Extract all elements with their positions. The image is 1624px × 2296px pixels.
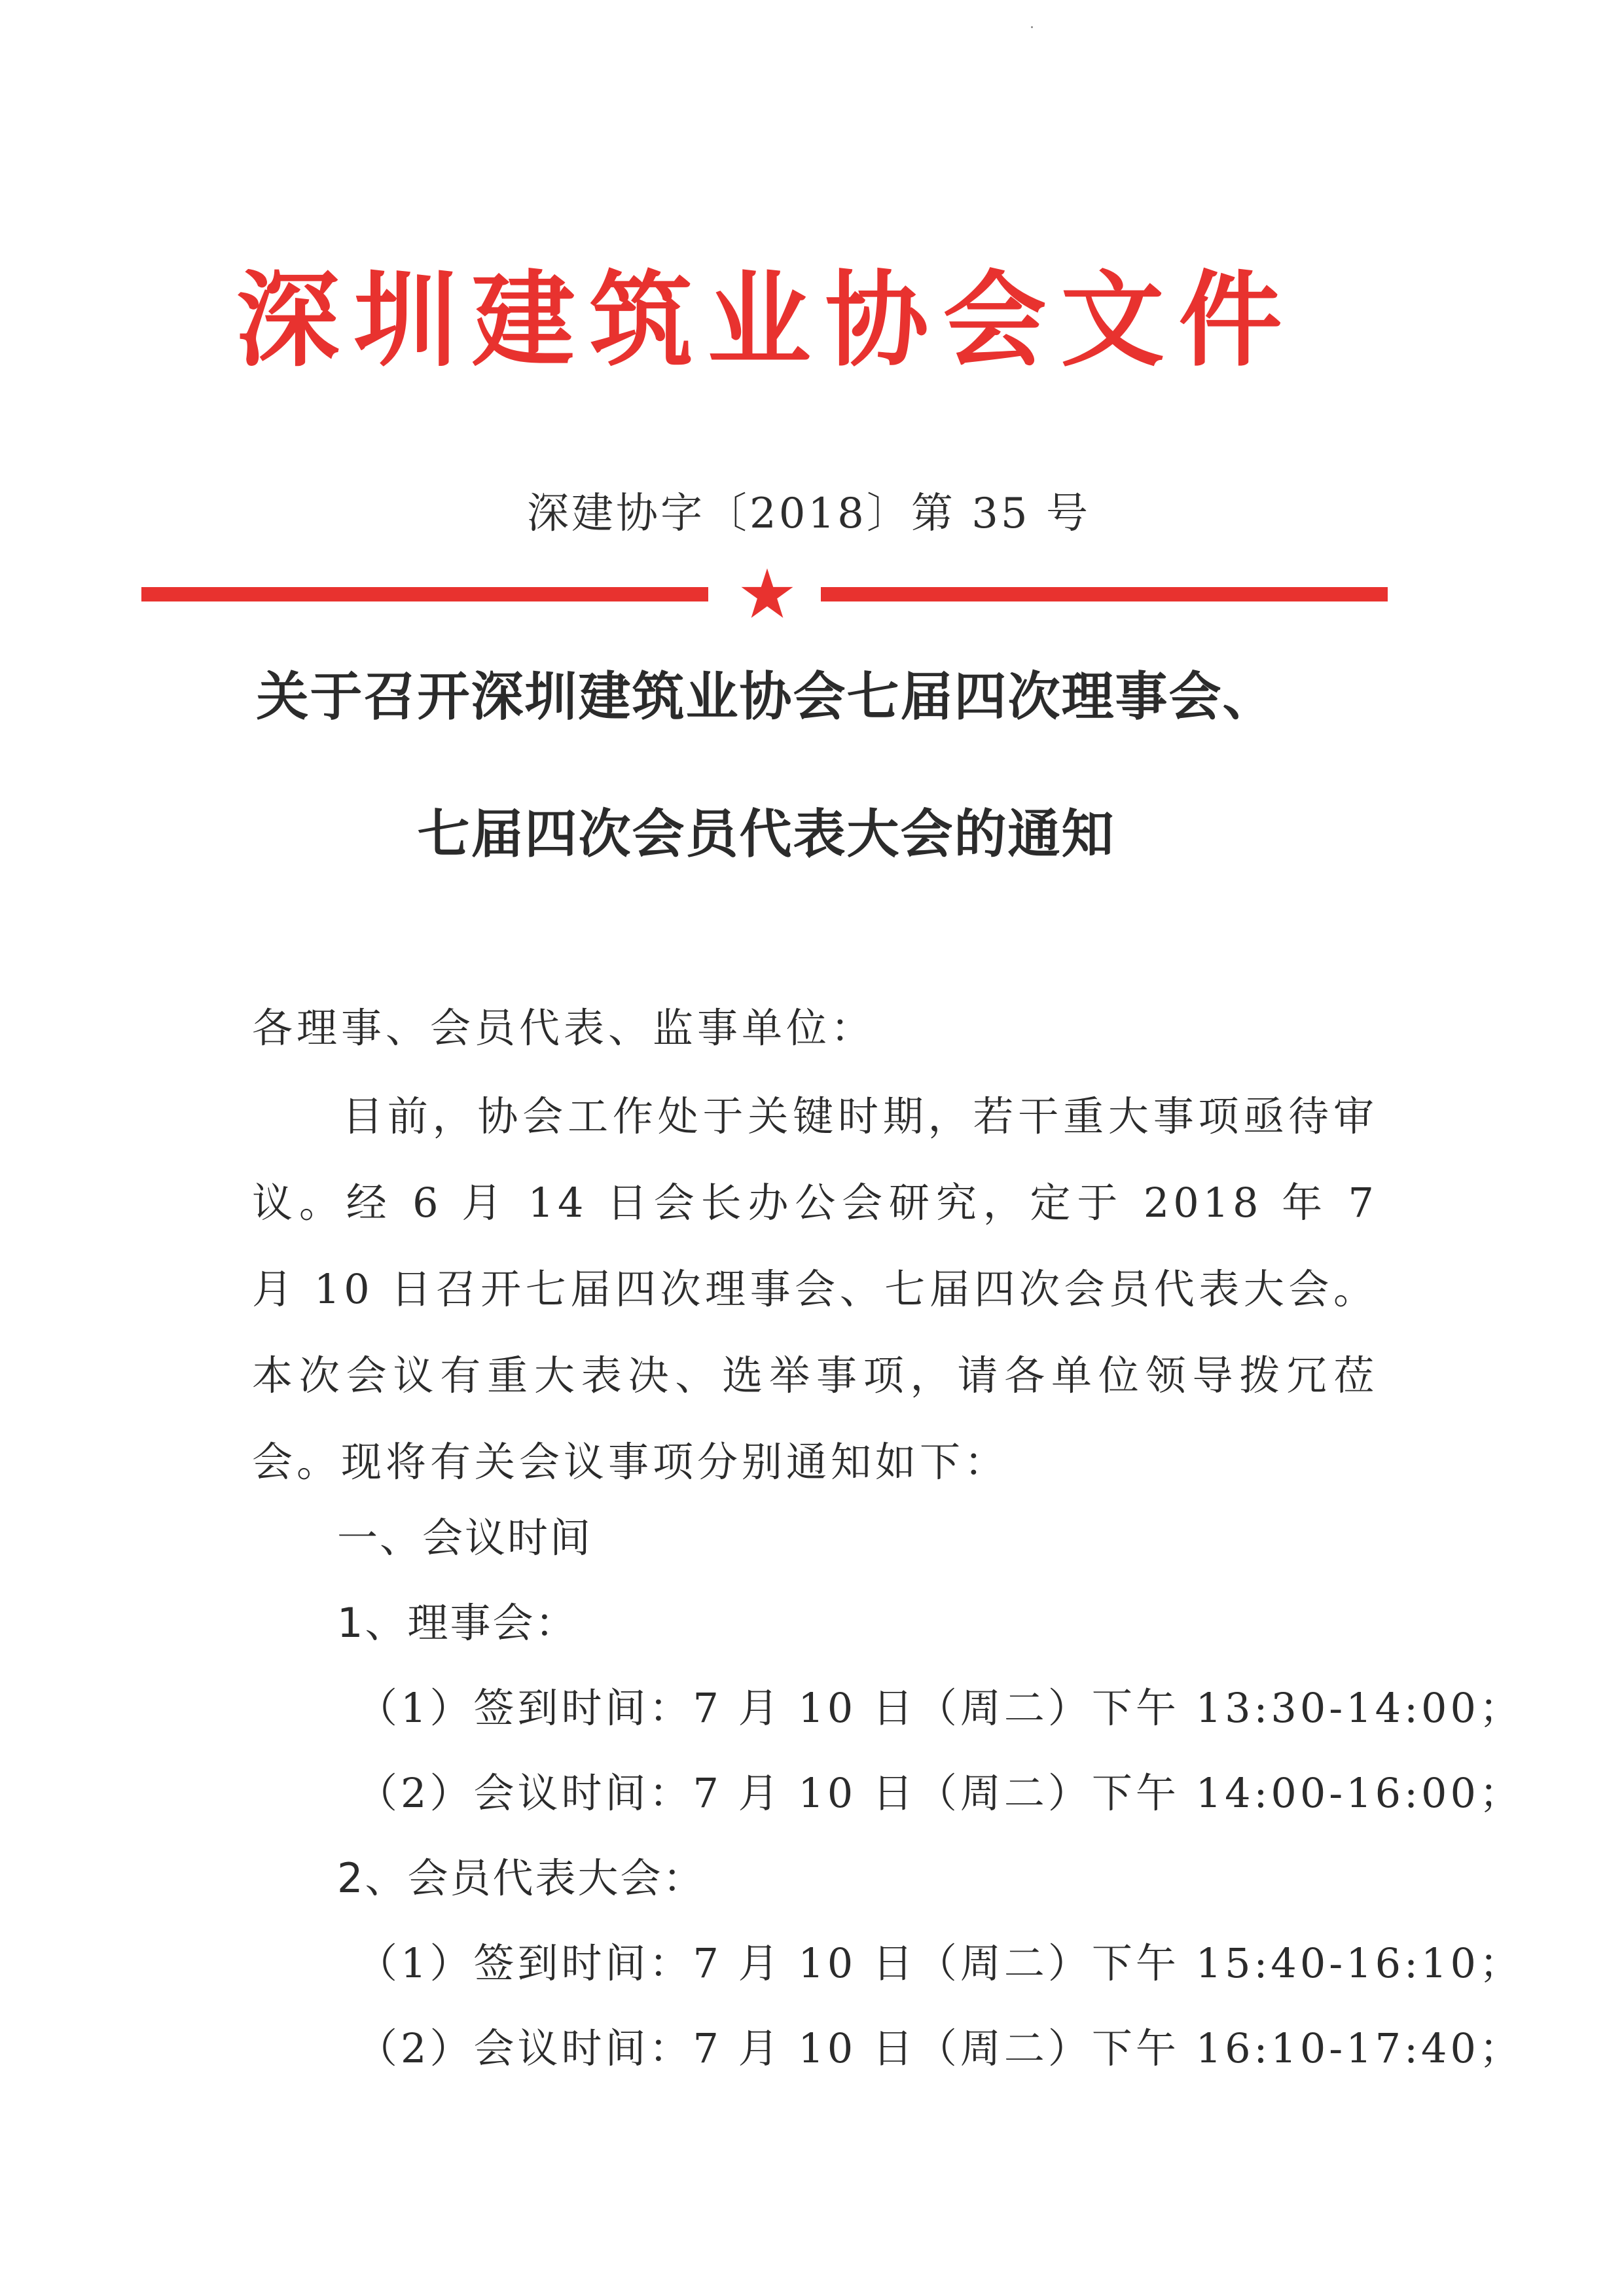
- notice-title-line-1: 关于召开深圳建筑业协会七届四次理事会、: [256, 666, 1276, 727]
- red-star-icon: [740, 566, 795, 621]
- main-paragraph: 目前，协会工作处于关键时期，若干重大事项亟待审议。经 6 月 14 日会长办公会研究，定于 2018 年 7 月 10 日召开七届四次理事会、七届四次会员代表大会。本次会议有重大表决、选举事项，请各单位领导拨冗莅会。现将有关会议事项分别通知如下：: [252, 1092, 1378, 1486]
- board-meeting-time: （2）会议时间：7 月 10 日（周二）下午 14:00-16:00；: [357, 1769, 1523, 1817]
- congress-meeting-time: （2）会议时间：7 月 10 日（周二）下午 16:10-17:40；: [357, 2024, 1523, 2072]
- congress-signin-time: （1）签到时间：7 月 10 日（周二）下午 15:40-16:10；: [357, 1939, 1523, 1987]
- section-heading-meeting-time: 一、会议时间: [337, 1514, 593, 1562]
- red-divider-right: [821, 587, 1388, 601]
- subsection-member-congress: 2、会员代表大会：: [337, 1854, 706, 1902]
- letterhead-title: 深圳建筑业协会文件: [236, 260, 1297, 381]
- subsection-board-meeting: 1、理事会：: [337, 1599, 578, 1647]
- board-signin-time: （1）签到时间：7 月 10 日（周二）下午 13:30-14:00；: [357, 1684, 1523, 1732]
- document-number: 深建协字〔2018〕第 35 号: [527, 490, 1091, 538]
- star-svg: [740, 566, 795, 621]
- scan-speck: [1031, 26, 1033, 28]
- notice-title-line-2: 七届四次会员代表大会的通知: [417, 804, 1115, 865]
- red-divider-left: [141, 587, 708, 601]
- salutation: 各理事、会员代表、监事单位：: [252, 1004, 876, 1052]
